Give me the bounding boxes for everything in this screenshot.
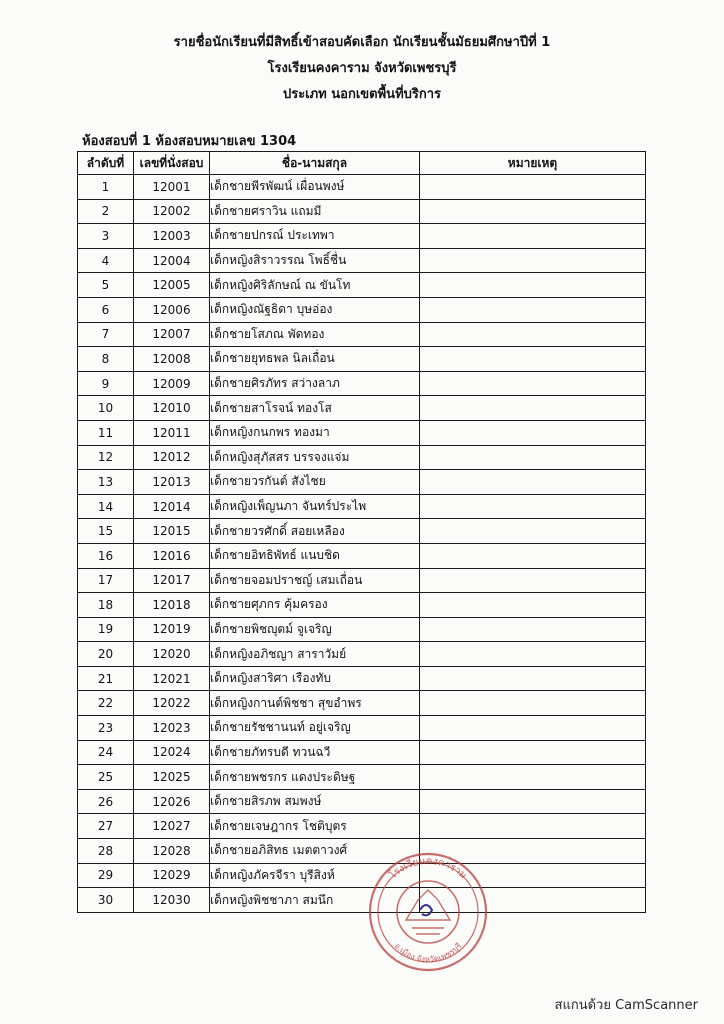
table-row	[78, 248, 646, 273]
row-student-name: เด็กชายจอมปราชญ์ เสมเถื่อน	[210, 568, 420, 593]
table-row	[78, 199, 646, 224]
row-student-name: เด็กชายสิรภพ สมพงษ์	[210, 789, 420, 814]
row-student-name: เด็กชายสาโรจน์ ทองโส	[210, 396, 420, 421]
row-note	[420, 248, 646, 273]
student-roster-table	[77, 151, 646, 913]
row-seat-number: 12004	[134, 248, 210, 273]
row-note	[420, 642, 646, 667]
table-row	[78, 863, 646, 888]
row-student-name: เด็กชายอภิสิทธ เมตตาวงศ์	[210, 839, 420, 864]
row-seat-number: 12012	[134, 445, 210, 470]
table-row	[78, 519, 646, 544]
row-student-name: เด็กหญิงภัครจีรา บุรีสิงห์	[210, 863, 420, 888]
row-number: 13	[78, 470, 134, 495]
row-student-name: เด็กหญิงสาริศา เรืองทับ	[210, 666, 420, 691]
row-number: 18	[78, 593, 134, 618]
row-student-name: เด็กชายเจษฎากร โชติบุตร	[210, 814, 420, 839]
row-seat-number: 12029	[134, 863, 210, 888]
row-note	[420, 568, 646, 593]
row-student-name: เด็กหญิงพิชชาภา สมนึก	[210, 888, 420, 913]
school-seal-stamp	[366, 850, 490, 974]
row-student-name: เด็กชายวรศักดิ์ สอยเหลือง	[210, 519, 420, 544]
row-student-name: เด็กชายปกรณ์ ประเทพา	[210, 224, 420, 249]
row-number: 25	[78, 765, 134, 790]
row-number: 28	[78, 839, 134, 864]
row-student-name: เด็กหญิงอภิชญา สาราวัมย์	[210, 642, 420, 667]
row-note	[420, 224, 646, 249]
seal-top-text: โรงเรียนคงคาราม	[387, 855, 469, 882]
row-number: 6	[78, 297, 134, 322]
row-student-name: เด็กชายวรกันต์ สังไชย	[210, 470, 420, 495]
row-seat-number: 12005	[134, 273, 210, 298]
table-row	[78, 666, 646, 691]
row-student-name: เด็กหญิงสุภัสสร บรรจงแจ่ม	[210, 445, 420, 470]
row-student-name: เด็กหญิงเพ็ญนภา จันทร์ประไพ	[210, 494, 420, 519]
row-student-name: เด็กหญิงกนกพร ทองมา	[210, 420, 420, 445]
row-student-name: เด็กชายศราวิน แถมมี	[210, 199, 420, 224]
row-note	[420, 273, 646, 298]
table-row	[78, 371, 646, 396]
row-seat-number: 12013	[134, 470, 210, 495]
exam-room-label: ห้องสอบที่ 1 ห้องสอบหมายเลข 1304	[82, 134, 297, 149]
table-row	[78, 347, 646, 372]
row-student-name: เด็กชายพีรพัฒน์ เผื่อนพงษ์	[210, 175, 420, 200]
row-seat-number: 12026	[134, 789, 210, 814]
row-seat-number: 12008	[134, 347, 210, 372]
table-row	[78, 740, 646, 765]
row-number: 9	[78, 371, 134, 396]
row-number: 21	[78, 666, 134, 691]
table-header-row	[78, 152, 646, 175]
table-row	[78, 839, 646, 864]
row-seat-number: 12020	[134, 642, 210, 667]
header-title-line: รายชื่อนักเรียนที่มีสิทธิ์เข้าสอบคัดเลือก นักเรียนชั้นมัธยมศึกษาปีที่ 1	[173, 35, 551, 50]
row-number: 27	[78, 814, 134, 839]
row-note	[420, 519, 646, 544]
table-row	[78, 175, 646, 200]
table-row	[78, 224, 646, 249]
row-seat-number: 12007	[134, 322, 210, 347]
row-note	[420, 740, 646, 765]
row-seat-number: 12009	[134, 371, 210, 396]
table-row	[78, 593, 646, 618]
table-body	[78, 175, 646, 913]
table-row	[78, 494, 646, 519]
row-seat-number: 12019	[134, 617, 210, 642]
row-student-name: เด็กชายรัชชานนท์ อยู่เจริญ	[210, 716, 420, 741]
header-category-line: ประเภท นอกเขตพื้นที่บริการ	[282, 87, 442, 102]
row-seat-number: 12001	[134, 175, 210, 200]
row-seat-number: 12015	[134, 519, 210, 544]
row-number: 23	[78, 716, 134, 741]
table-row	[78, 420, 646, 445]
row-number: 26	[78, 789, 134, 814]
row-number: 10	[78, 396, 134, 421]
row-student-name: เด็กชายอิทธิพัทธ์ แนบชิด	[210, 543, 420, 568]
row-seat-number: 12028	[134, 839, 210, 864]
row-seat-number: 12002	[134, 199, 210, 224]
row-number: 5	[78, 273, 134, 298]
row-seat-number: 12017	[134, 568, 210, 593]
signature-mark	[420, 905, 432, 915]
row-student-name: เด็กชายยุทธพล นิลเถื่อน	[210, 347, 420, 372]
row-student-name: เด็กชายศิรภัทร สว่างลาภ	[210, 371, 420, 396]
row-note	[420, 347, 646, 372]
row-note	[420, 789, 646, 814]
table-row	[78, 814, 646, 839]
row-seat-number: 12014	[134, 494, 210, 519]
row-seat-number: 12030	[134, 888, 210, 913]
row-note	[420, 371, 646, 396]
row-number: 8	[78, 347, 134, 372]
row-seat-number: 12025	[134, 765, 210, 790]
col-header-seat: เลขที่นั่งสอบ	[134, 152, 210, 175]
row-seat-number: 12022	[134, 691, 210, 716]
row-student-name: เด็กชายพชรกร แดงประดิษฐ	[210, 765, 420, 790]
table-row	[78, 273, 646, 298]
table-row	[78, 617, 646, 642]
row-number: 1	[78, 175, 134, 200]
row-seat-number: 12018	[134, 593, 210, 618]
row-note	[420, 420, 646, 445]
row-number: 15	[78, 519, 134, 544]
row-note	[420, 175, 646, 200]
table-row	[78, 396, 646, 421]
row-seat-number: 12010	[134, 396, 210, 421]
row-note	[420, 396, 646, 421]
row-note	[420, 617, 646, 642]
header-school-line: โรงเรียนคงคาราม จังหวัดเพชรบุรี	[267, 61, 457, 76]
row-number: 7	[78, 322, 134, 347]
table-row	[78, 789, 646, 814]
row-note	[420, 297, 646, 322]
row-student-name: เด็กหญิงกานต์พิชชา สุขอำพร	[210, 691, 420, 716]
table-row	[78, 716, 646, 741]
row-number: 4	[78, 248, 134, 273]
row-seat-number: 12003	[134, 224, 210, 249]
row-seat-number: 12027	[134, 814, 210, 839]
row-note	[420, 814, 646, 839]
row-number: 14	[78, 494, 134, 519]
row-number: 16	[78, 543, 134, 568]
table-row	[78, 322, 646, 347]
table-row	[78, 691, 646, 716]
row-note	[420, 666, 646, 691]
row-number: 22	[78, 691, 134, 716]
row-note	[420, 199, 646, 224]
row-note	[420, 716, 646, 741]
row-number: 17	[78, 568, 134, 593]
row-number: 30	[78, 888, 134, 913]
row-seat-number: 12006	[134, 297, 210, 322]
row-number: 20	[78, 642, 134, 667]
row-note	[420, 445, 646, 470]
row-note	[420, 322, 646, 347]
camscanner-credit: สแกนด้วย CamScanner	[554, 998, 698, 1013]
row-student-name: เด็กชายภัทรบดี ทวนฉวี	[210, 740, 420, 765]
row-note	[420, 543, 646, 568]
row-number: 12	[78, 445, 134, 470]
row-student-name: เด็กชายศุภกร คุ้มครอง	[210, 593, 420, 618]
row-seat-number: 12016	[134, 543, 210, 568]
row-number: 11	[78, 420, 134, 445]
col-header-note: หมายเหตุ	[420, 152, 646, 175]
col-header-number: ลำดับที่	[78, 152, 134, 175]
seal-emblem-base	[412, 928, 444, 934]
row-student-name: เด็กชายโสภณ พัดทอง	[210, 322, 420, 347]
row-number: 3	[78, 224, 134, 249]
row-seat-number: 12021	[134, 666, 210, 691]
row-number: 24	[78, 740, 134, 765]
row-note	[420, 765, 646, 790]
table-row	[78, 888, 646, 913]
row-seat-number: 12011	[134, 420, 210, 445]
row-seat-number: 12024	[134, 740, 210, 765]
row-note	[420, 593, 646, 618]
document-header	[0, 30, 724, 108]
table-row	[78, 543, 646, 568]
seal-bottom-text: อ.เมือง จังหวัดเพชรบุรี	[392, 941, 464, 965]
row-student-name: เด็กชายพิชญุตม์ จูเจริญ	[210, 617, 420, 642]
seal-outer-ring	[370, 854, 486, 970]
row-number: 19	[78, 617, 134, 642]
row-note	[420, 691, 646, 716]
table-row	[78, 470, 646, 495]
row-student-name: เด็กหญิงณัฐธิดา บุษอ่อง	[210, 297, 420, 322]
row-note	[420, 470, 646, 495]
table-row	[78, 445, 646, 470]
col-header-name: ชื่อ-นามสกุล	[210, 152, 420, 175]
row-student-name: เด็กหญิงศิริลักษณ์ ณ ขันโท	[210, 273, 420, 298]
row-student-name: เด็กหญิงสิราวรรณ โพธิ์ชื่น	[210, 248, 420, 273]
row-number: 2	[78, 199, 134, 224]
table-row	[78, 297, 646, 322]
row-number: 29	[78, 863, 134, 888]
row-note	[420, 494, 646, 519]
row-seat-number: 12023	[134, 716, 210, 741]
table-row	[78, 765, 646, 790]
table-row	[78, 568, 646, 593]
table-row	[78, 642, 646, 667]
